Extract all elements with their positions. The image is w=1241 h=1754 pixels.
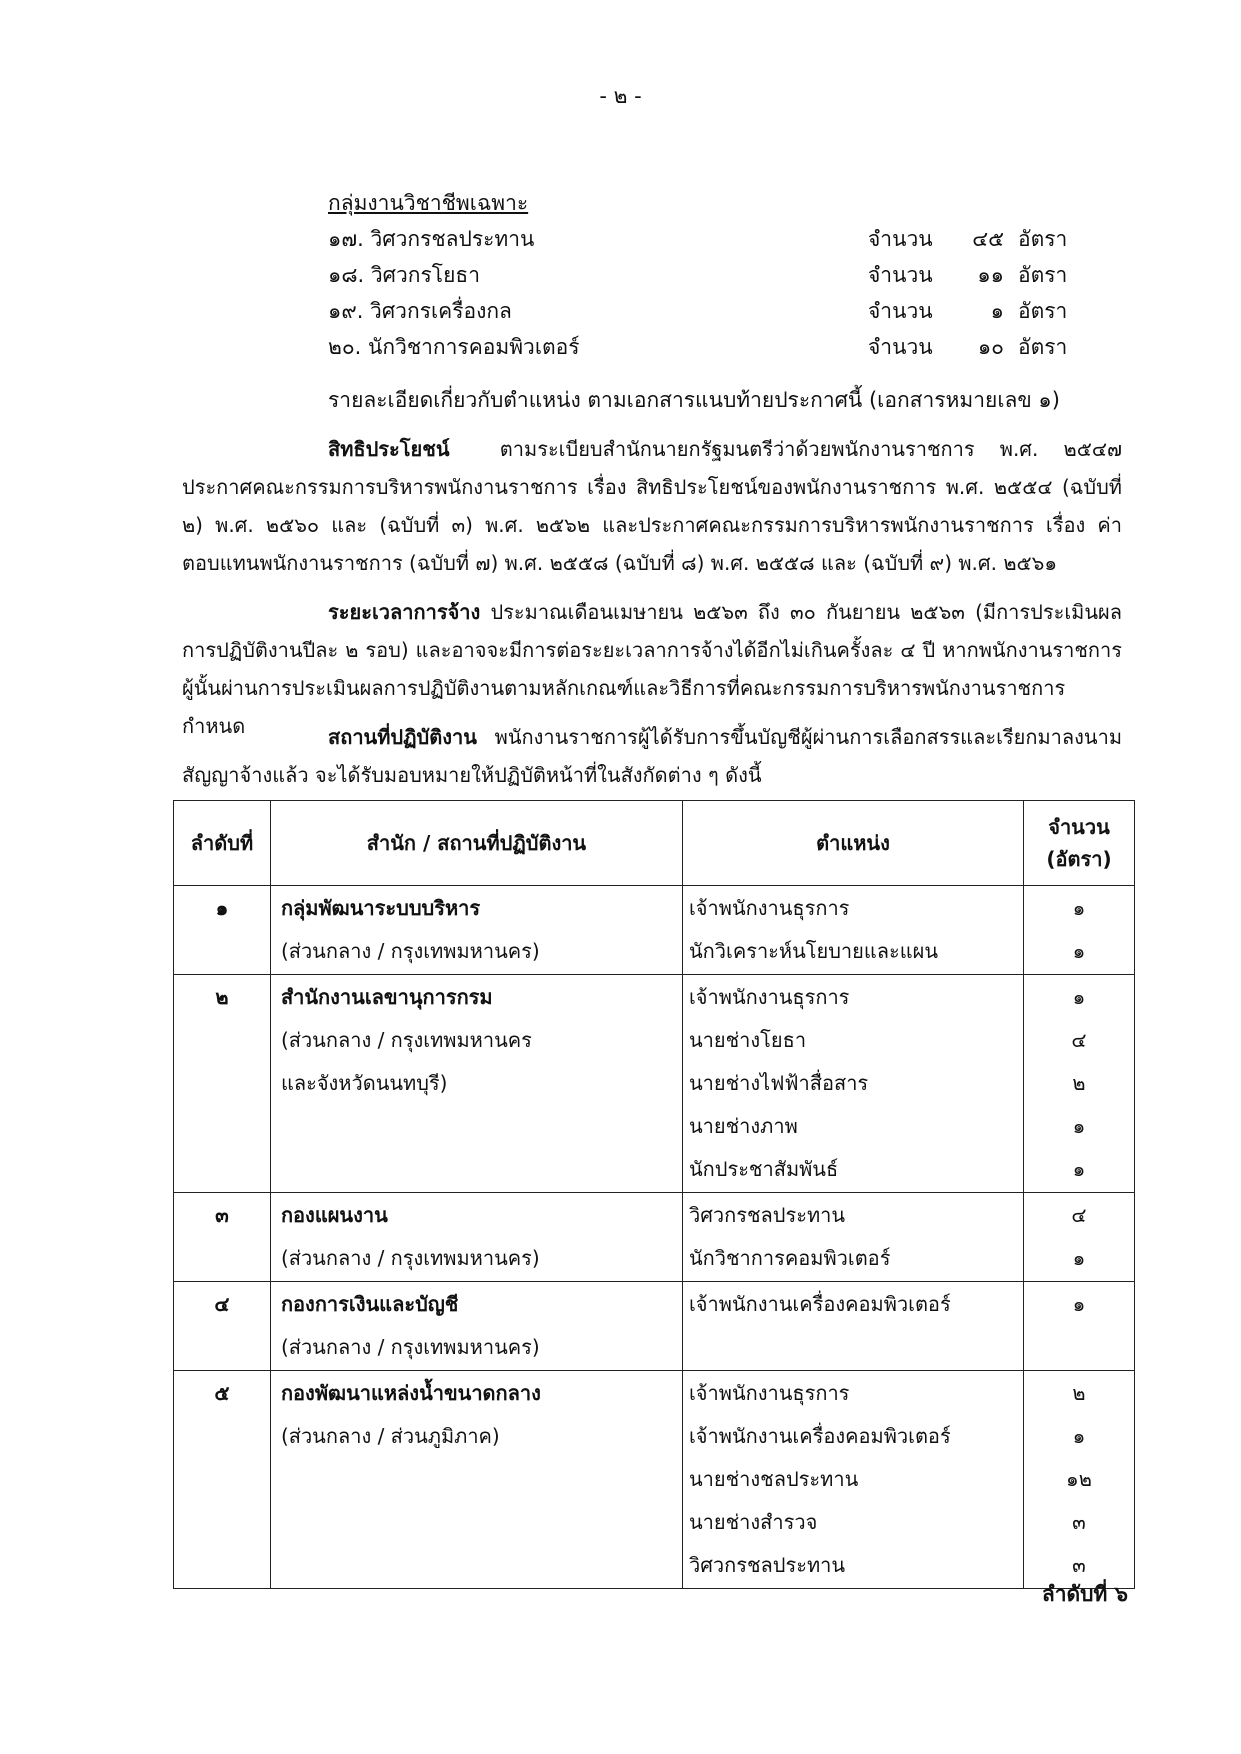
table-row: [174, 1282, 1135, 1371]
position-rate: อัตรา: [1018, 227, 1068, 251]
row-seq: [174, 1193, 271, 1282]
position-title: เจ้าพนักงานธุรการ: [688, 896, 850, 920]
row-positions: [682, 975, 1023, 1193]
position-title: วิศวกรชลประทาน: [688, 1203, 846, 1227]
position-title: นายช่างชลประทาน: [688, 1467, 859, 1491]
row-seq-number: ๔: [214, 1292, 230, 1316]
position-count: ๑๑: [977, 263, 1004, 287]
position-count: ๑: [1072, 1157, 1086, 1181]
row-positions: [682, 1193, 1023, 1282]
row-seq: [174, 1371, 271, 1589]
row-seq: [174, 886, 271, 975]
office-name: กองการเงินและบัญชี: [280, 1292, 459, 1316]
benefits-text: ตามระเบียบสำนักนายกรัฐมนตรีว่าด้วยพนักงานราชการ พ.ศ. ๒๕๔๗ ประกาศคณะกรรมการบริหารพนักงานราชการ เรื่อง สิทธิประโยชน์ของพนักงานราชการ พ.ศ. ๒๕๕๔ (ฉบับที่ ๒) พ.ศ. ๒๕๖๐ และ (ฉบับที่ ๓) พ.ศ. ๒๕๖๒ และประกาศคณะกรรมการบริหารพนักงานราชการ เรื่อง ค่าตอบแทนพนักงานราชการ (ฉบับที่ ๗) พ.ศ. ๒๕๕๘ (ฉบับที่ ๘) พ.ศ. ๒๕๕๘ และ (ฉบับที่ ๙) พ.ศ. ๒๕๖๑: [182, 437, 1122, 575]
position-name: ๑๙. วิศวกรเครื่องกล: [328, 299, 512, 323]
position-row: [328, 329, 1088, 365]
position-rate: อัตรา: [1018, 299, 1068, 323]
header-office: สำนัก / สถานที่ปฏิบัติงาน: [270, 801, 682, 886]
position-count: ๑: [1072, 1114, 1086, 1138]
details-note: รายละเอียดเกี่ยวกับตำแหน่ง ตามเอกสารแนบท้ายประกาศนี้ (เอกสารหมายเลข ๑): [328, 388, 1060, 412]
position-title: นักวิเคราะห์นโยบายและแผน: [688, 939, 939, 963]
position-row: [328, 257, 1088, 293]
position-name: ๑๗. วิศวกรชลประทาน: [328, 227, 535, 251]
workplace-heading: สถานที่ปฏิบัติงาน: [328, 725, 477, 749]
office-location: (ส่วนกลาง / กรุงเทพมหานคร): [280, 1335, 540, 1359]
duration-text: ประมาณเดือนเมษายน ๒๕๖๓ ถึง ๓๐ กันยายน ๒๕๖๓ (มีการประเมินผลการปฏิบัติงานปีละ ๒ รอบ) และอาจจะมีการต่อระยะเวลาการจ้างได้อีกไม่เกินครั้งละ ๔ ปี หากพนักงานราชการผู้นั้นผ่านการประเมินผลการปฏิบัติงานตามหลักเกณฑ์และวิธีการที่คณะกรรมการบริหารพนักงานราชการกำหนด: [182, 600, 1122, 738]
position-count: ๓: [1072, 1553, 1086, 1577]
row-office: [270, 1282, 682, 1371]
table-row: [174, 1193, 1135, 1282]
position-count: ๔: [1071, 1028, 1087, 1052]
position-title: เจ้าพนักงานเครื่องคอมพิวเตอร์: [688, 1424, 951, 1448]
position-count: ๑: [1072, 1292, 1086, 1316]
position-title: เจ้าพนักงานธุรการ: [688, 985, 850, 1009]
table-header-row: [174, 801, 1135, 886]
benefits-paragraph: [182, 430, 1122, 582]
table-row: [174, 1371, 1135, 1589]
header-position: ตำแหน่ง: [682, 801, 1023, 886]
workplace-paragraph: [182, 718, 1122, 794]
header-count-line2: (อัตรา): [1046, 847, 1112, 871]
office-name: กองพัฒนาแหล่งน้ำขนาดกลาง: [280, 1381, 541, 1405]
page-number: - ๒ -: [599, 84, 642, 108]
group-title: กลุ่มงานวิชาชีพเฉพาะ: [328, 191, 529, 215]
row-seq-number: ๓: [215, 1203, 229, 1227]
row-office: [270, 1371, 682, 1589]
office-location: (ส่วนกลาง / กรุงเทพมหานคร: [280, 1028, 532, 1052]
office-location: (ส่วนกลาง / กรุงเทพมหานคร): [280, 1246, 540, 1270]
office-name: สำนักงานเลขานุการกรม: [280, 985, 493, 1009]
position-count: ๑๒: [1066, 1467, 1092, 1491]
position-rate: อัตรา: [1018, 263, 1068, 287]
position-unit: จำนวน: [868, 263, 933, 287]
header-count-line1: จำนวน: [1048, 815, 1110, 839]
position-count: ๔: [1071, 1203, 1087, 1227]
positions-list: [328, 221, 1088, 365]
position-unit: จำนวน: [868, 335, 933, 359]
position-count: ๒: [1072, 1071, 1086, 1095]
position-count: ๑: [1072, 896, 1086, 920]
workplace-text: พนักงานราชการผู้ได้รับการขึ้นบัญชีผู้ผ่านการเลือกสรรและเรียกมาลงนามสัญญาจ้างแล้ว จะได้รับมอบหมายให้ปฏิบัติหน้าที่ในสังกัดต่าง ๆ ดังนี้: [182, 725, 1122, 787]
row-seq-number: ๕: [214, 1381, 230, 1405]
row-positions: [682, 1282, 1023, 1371]
position-count: ๑๐: [977, 335, 1004, 359]
position-title: นายช่างโยธา: [688, 1028, 807, 1052]
position-count: ๔๕: [972, 227, 1004, 251]
row-seq-number: ๑: [215, 896, 229, 920]
row-positions: [682, 1371, 1023, 1589]
row-counts: [1023, 1371, 1134, 1589]
position-row: [328, 221, 1088, 257]
position-title: นายช่างไฟฟ้าสื่อสาร: [688, 1071, 869, 1095]
position-title: นายช่างสำรวจ: [688, 1510, 818, 1534]
position-title: เจ้าพนักงานธุรการ: [688, 1381, 850, 1405]
position-rate: อัตรา: [1018, 335, 1068, 359]
position-title: วิศวกรชลประทาน: [688, 1553, 846, 1577]
continuation-note: ลำดับที่ ๖: [1041, 1582, 1128, 1606]
position-row: [328, 293, 1088, 329]
position-title: นายช่างภาพ: [688, 1114, 798, 1138]
row-counts: [1023, 1193, 1134, 1282]
position-title: นักวิชาการคอมพิวเตอร์: [688, 1246, 891, 1270]
table-row: [174, 975, 1135, 1193]
position-count: ๒: [1072, 1381, 1086, 1405]
office-location: (ส่วนกลาง / ส่วนภูมิภาค): [280, 1424, 500, 1448]
row-seq: [174, 1282, 271, 1371]
position-name: ๒๐. นักวิชาการคอมพิวเตอร์: [328, 335, 580, 359]
header-count: [1023, 801, 1134, 886]
position-name: ๑๘. วิศวกรโยธา: [328, 263, 480, 287]
position-count: ๑: [990, 299, 1004, 323]
row-counts: [1023, 975, 1134, 1193]
row-office: [270, 886, 682, 975]
row-office: [270, 975, 682, 1193]
office-name: กลุ่มพัฒนาระบบบริหาร: [280, 896, 481, 920]
office-name: กองแผนงาน: [280, 1203, 388, 1227]
position-title: เจ้าพนักงานเครื่องคอมพิวเตอร์: [688, 1292, 951, 1316]
office-location: (ส่วนกลาง / กรุงเทพมหานคร): [280, 939, 540, 963]
row-counts: [1023, 1282, 1134, 1371]
row-counts: [1023, 886, 1134, 975]
row-positions: [682, 886, 1023, 975]
position-count: ๑: [1072, 1246, 1086, 1270]
office-location: และจังหวัดนนทบุรี): [280, 1071, 448, 1095]
row-seq-number: ๒: [215, 985, 229, 1009]
row-office: [270, 1193, 682, 1282]
position-group: [328, 185, 1088, 365]
benefits-heading: สิทธิประโยชน์: [328, 437, 450, 461]
position-count: ๑: [1072, 939, 1086, 963]
position-count: ๑: [1072, 1424, 1086, 1448]
position-title: นักประชาสัมพันธ์: [688, 1157, 839, 1181]
workplace-table: [173, 800, 1135, 1589]
table-body: [174, 886, 1135, 1589]
position-unit: จำนวน: [868, 299, 933, 323]
header-seq: ลำดับที่: [174, 801, 271, 886]
position-unit: จำนวน: [868, 227, 933, 251]
position-count: ๑: [1072, 985, 1086, 1009]
position-count: ๓: [1072, 1510, 1086, 1534]
row-seq: [174, 975, 271, 1193]
table-row: [174, 886, 1135, 975]
duration-heading: ระยะเวลาการจ้าง: [328, 600, 481, 624]
